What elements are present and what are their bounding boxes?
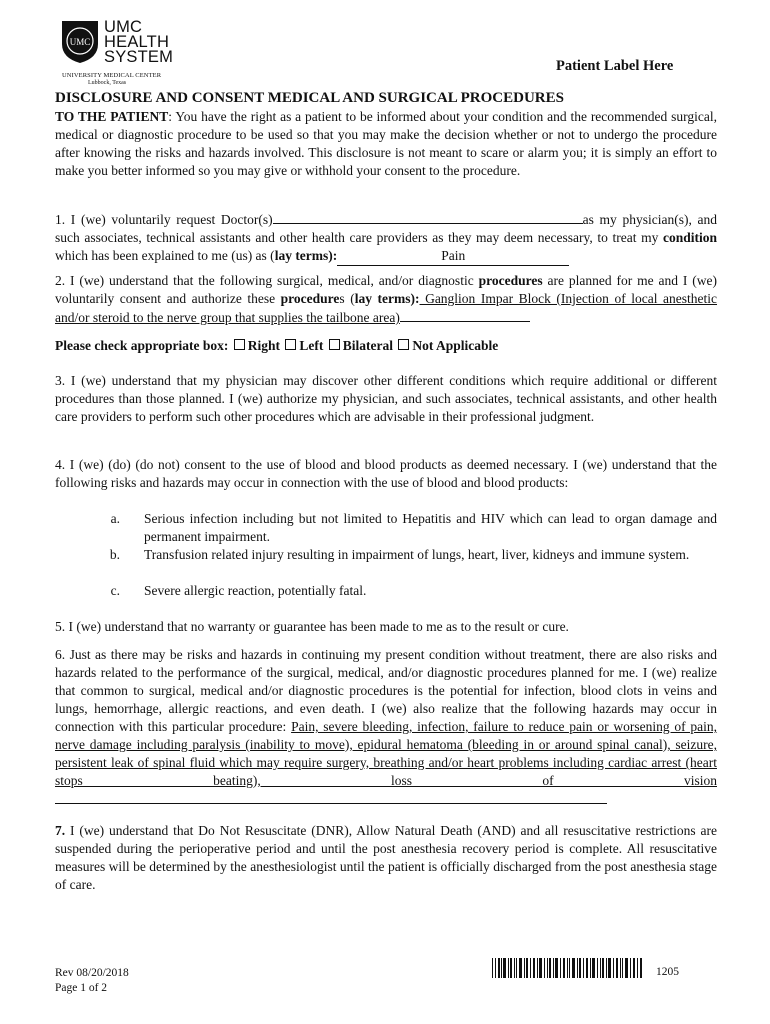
s1-text-a: 1. I (we) voluntarily request Doctor(s) [55,212,273,227]
logo-wordmark [104,20,173,65]
logo-emblem-text: UMC [69,37,91,47]
procedure-field-tail [400,308,530,322]
patient-label-area: Patient Label Here [556,58,674,74]
checkbox-bilateral-label: Bilateral [342,338,393,353]
checkbox-left[interactable] [285,339,296,350]
s1-lay-terms: lay terms): [274,248,338,263]
s2-text-b: are planned for me and I (we) voluntarily consent and authorize these [55,273,717,306]
checkbox-left-label: Left [299,338,324,353]
s2-lay-terms: lay terms): [354,291,420,306]
risk-item-text: Severe allergic reaction, potentially fatal. [144,583,367,598]
s6-text: 6. Just as there may be risks and hazards in continuing my present condition without treatment, there are also risks and hazards related to the performance of the surgical, medical, and/or diagnostic procedures planned for me. I (we) realize that common to surgical, medical and/or diagnostic procedures is the potential for infection, blood clots in veins and lungs, hemorrhage, allergic reactions, and even death. I (we) also realize that the following hazards may occur in connection with this particular procedure: [55,647,717,734]
footer-revision [55,966,129,996]
hazards-field-tail [55,790,607,804]
logo-location: Lubbock, Texas [88,80,127,86]
s2-procedure: procedure [280,291,340,306]
form-code: 1205 [656,966,679,978]
section-7 [55,822,717,894]
s2-text-c: s ( [339,291,355,306]
intro-text: : You have the right as a patient to be informed about your condition and the recommended surgical, medical or diagnostic procedure to be used so that you may make the decision whether or not to undergo the procedure after knowing the risks and hazards involved. This disclosure is not meant to scare or alarm you; it is simply an effort to make you better informed so you may give or withhold your consent to the procedure. [55,109,717,178]
s1-text-c: which has been explained to me (us) as ( [55,248,275,263]
doctor-name-field[interactable] [273,210,583,224]
procedure-field[interactable]: Ganglion Impar Block (Injection of local anesthetic and/or steroid to the nerve group that supplies the tailbone area) [55,291,718,325]
s7-text: I (we) understand that Do Not Resuscitate (DNR), Allow Natural Death (AND) and all resuscitative restrictions are suspended during the perioperative period and until the post anesthesia recovery period is complete. All resuscitative measures will be determined by the anesthesiologist until the patient is officially discharged from the post anesthesia stage of care. [55,823,717,892]
revision-date: Rev 08/20/2018 [55,967,129,979]
condition-field[interactable]: Pain [337,247,569,266]
s7-number: 7. [55,823,66,838]
intro-lead: TO THE PATIENT [55,109,169,124]
logo-subtitle: UNIVERSITY MEDICAL CENTER [62,72,162,79]
risk-item-letter: b. [109,547,120,562]
checkbox-right[interactable] [234,339,245,350]
section-3: 3. I (we) understand that my physician may discover other different conditions which require additional or different procedures than those planned. I (we) authorize my physician, and such associates, technical assistants, and other health care providers to perform such other procedures which are advisable in their professional judgment. [55,373,717,424]
risk-item-letter: a. [110,511,120,526]
hazards-field[interactable]: Pain, severe bleeding, infection, failure to reduce pain or worsening of pain, nerve damage including paralysis (inability to move), epidural hematoma (bleeding in or around spinal canal), seizure, persistent leak of spinal fluid which may require surgery, breathing and/or heart problems including cardiac arrest (heart stops beating), loss of vision [55,719,718,788]
laterality-checkboxes [55,338,498,354]
risk-item-text: Serious infection including but not limited to Hepatitis and HIV which can lead to organ damage and permanent impairment. [144,511,717,544]
risk-item-letter: c. [110,583,120,598]
s2-text-a: 2. I (we) understand that the following surgical, medical, and/or diagnostic [55,273,479,288]
umc-shield-icon [58,18,102,64]
s2-procedures: procedures [478,273,543,288]
logo-line-system: SYSTEM [104,48,174,66]
logo-line-umc: UMC [104,18,143,36]
s1-condition: condition [662,230,717,245]
intro-paragraph [55,108,717,180]
checkbox-not-applicable-label: Not Applicable [412,338,499,353]
section-1 [55,210,717,266]
checkbox-right-label: Right [247,338,280,353]
section-2 [55,272,717,327]
checkbox-not-applicable[interactable] [398,339,409,350]
umc-logo [58,18,178,88]
checkbox-prompt: Please check appropriate box: [55,338,229,353]
section-5: 5. I (we) understand that no warranty or guarantee has been made to me as to the result or cure. [55,619,569,634]
section-4: 4. I (we) (do) (do not) consent to the use of blood and blood products as deemed necessary. I (we) understand that the following risks and hazards may occur in connection with the use of blood and blood products: [55,457,717,490]
barcode-icon [492,958,642,978]
checkbox-bilateral[interactable] [329,339,340,350]
logo-line-health: HEALTH [104,33,170,51]
risk-item-text: Transfusion related injury resulting in impairment of lungs, heart, liver, kidneys and immune system. [144,547,690,562]
s1-text-b: as my physician(s), and such associates, technical assistants and other health care providers as they may deem necessary, to treat my [55,212,717,245]
section-6 [55,646,717,809]
page-number: Page 1 of 2 [55,982,108,994]
document-title: DISCLOSURE AND CONSENT MEDICAL AND SURGICAL PROCEDURES [55,90,564,106]
